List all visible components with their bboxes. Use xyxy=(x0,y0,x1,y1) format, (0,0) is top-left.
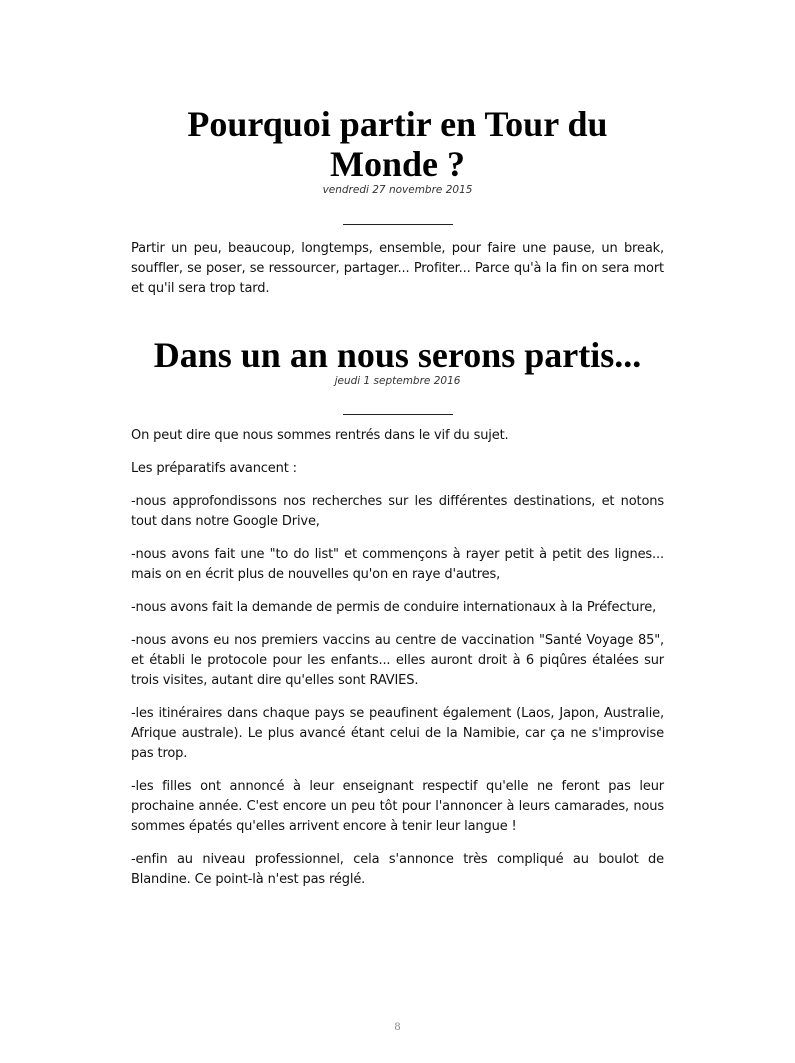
article-2 xyxy=(131,335,664,903)
article-paragraph: Partir un peu, beaucoup, longtemps, ensemble, pour faire une pause, un break, souffler, se poser, se ressourcer, partager... Profiter... Parce qu'à la fin on sera mort et qu'il sera trop tard. xyxy=(131,241,664,296)
page-number: 8 xyxy=(394,1019,401,1033)
article-paragraph: Les préparatifs avancent : xyxy=(131,461,297,476)
article-1 xyxy=(131,104,664,312)
article-date: vendredi 27 novembre 2015 xyxy=(322,184,473,196)
article-date: jeudi 1 septembre 2016 xyxy=(334,375,461,387)
separator-line xyxy=(343,414,453,415)
article-paragraph: -nous avons eu nos premiers vaccins au centre de vaccination "Santé Voyage 85", et établi le protocole pour les enfants... elles auront droit à 6 piqûres étalées sur trois visites, autant dire qu'elles sont RAVIES. xyxy=(131,633,664,688)
article-paragraph: -les filles ont annoncé à leur enseignant respectif qu'elle ne feront pas leur prochaine année. C'est encore un peu tôt pour l'annoncer à leurs camarades, nous sommes épatés qu'elles arrivent encore à tenir leur langue ! xyxy=(131,779,664,834)
article-title: Pourquoi partir en Tour du Monde ? xyxy=(187,104,608,184)
article-paragraph: -nous avons fait une "to do list" et commençons à rayer petit à petit des lignes... mais on en écrit plus de nouvelles qu'on en raye d'autres, xyxy=(131,547,664,582)
article-paragraph: -nous avons fait la demande de permis de conduire internationaux à la Préfecture, xyxy=(131,600,657,615)
separator-line xyxy=(343,224,453,225)
article-paragraph: On peut dire que nous sommes rentrés dans le vif du sujet. xyxy=(131,428,509,443)
article-paragraph: -nous approfondissons nos recherches sur les différentes destinations, et notons tout dans notre Google Drive, xyxy=(131,494,664,529)
article-paragraph: -les itinéraires dans chaque pays se peaufinent également (Laos, Japon, Australie, Afrique australe). Le plus avancé étant celui de la Namibie, car ça ne s'improvise pas trop. xyxy=(131,706,664,761)
article-title: Dans un an nous serons partis... xyxy=(153,335,642,375)
article-paragraph: -enfin au niveau professionnel, cela s'annonce très compliqué au boulot de Blandine. Ce point-là n'est pas réglé. xyxy=(131,852,664,887)
